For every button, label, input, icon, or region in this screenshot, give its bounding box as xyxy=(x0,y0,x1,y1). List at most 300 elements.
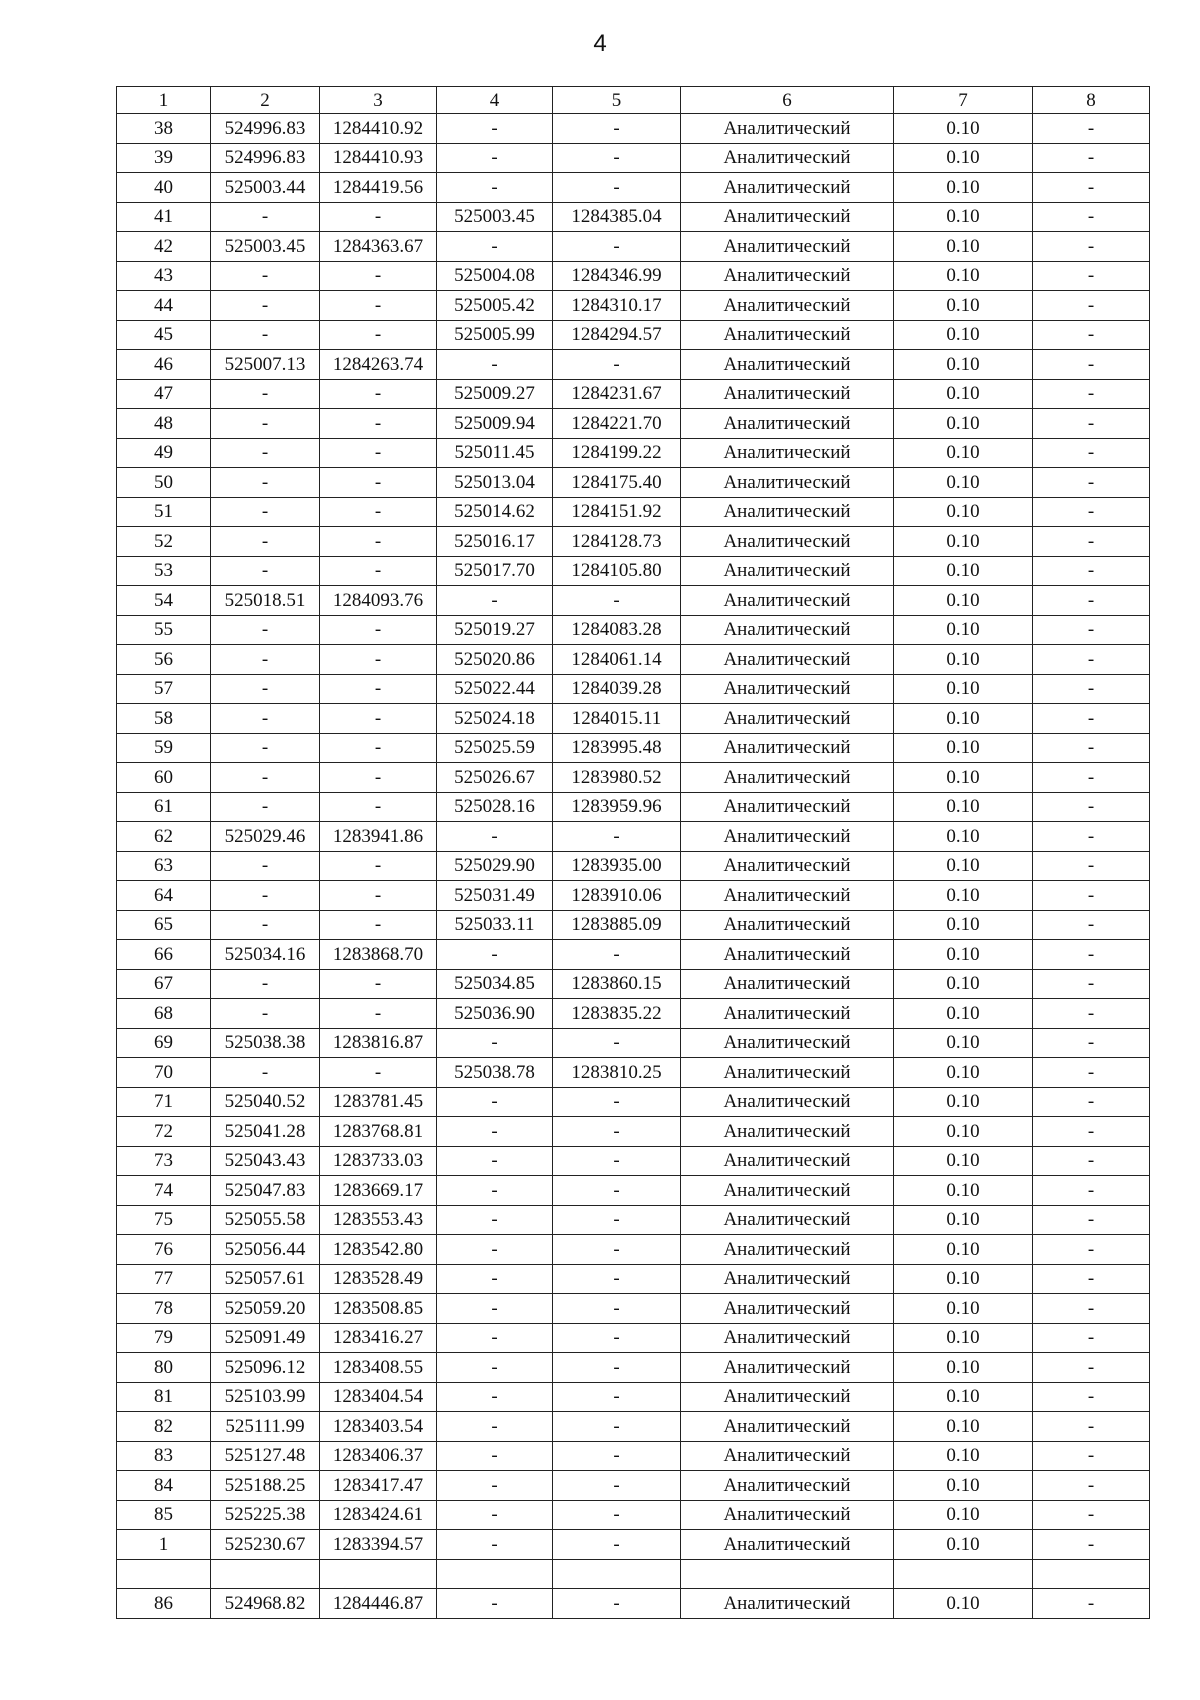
table-cell: - xyxy=(437,1294,553,1324)
table-cell: 0.10 xyxy=(894,674,1033,704)
table-cell: 525016.17 xyxy=(437,527,553,557)
table-row xyxy=(117,1028,1150,1058)
table-cell: 0.10 xyxy=(894,1323,1033,1353)
table-cell: Аналитический xyxy=(681,704,894,734)
table-cell: 72 xyxy=(117,1117,211,1147)
table-cell: - xyxy=(211,999,320,1029)
table-cell: 525009.27 xyxy=(437,379,553,409)
table-cell: 525047.83 xyxy=(211,1176,320,1206)
table-cell: Аналитический xyxy=(681,1471,894,1501)
table-cell: Аналитический xyxy=(681,320,894,350)
table-cell: 0.10 xyxy=(894,143,1033,173)
table-row xyxy=(117,1117,1150,1147)
table-cell: 1283417.47 xyxy=(320,1471,437,1501)
table-cell: Аналитический xyxy=(681,1500,894,1530)
table-cell: 0.10 xyxy=(894,1087,1033,1117)
table-row xyxy=(117,232,1150,262)
table-cell: 40 xyxy=(117,173,211,203)
table-cell: Аналитический xyxy=(681,969,894,999)
table-cell: - xyxy=(1033,1589,1150,1619)
table-cell: 1283781.45 xyxy=(320,1087,437,1117)
table-cell: Аналитический xyxy=(681,409,894,439)
table-cell: 525026.67 xyxy=(437,763,553,793)
table-cell: 525003.45 xyxy=(211,232,320,262)
table-cell: Аналитический xyxy=(681,379,894,409)
column-header: 5 xyxy=(553,87,681,114)
table-cell: - xyxy=(1033,202,1150,232)
table-cell: 77 xyxy=(117,1264,211,1294)
table-cell: - xyxy=(320,438,437,468)
table-row xyxy=(117,969,1150,999)
table-cell: Аналитический xyxy=(681,733,894,763)
table-cell: - xyxy=(211,320,320,350)
table-cell: Аналитический xyxy=(681,851,894,881)
table-cell: 525011.45 xyxy=(437,438,553,468)
table-cell: - xyxy=(320,527,437,557)
table-cell: 63 xyxy=(117,851,211,881)
table-cell: 67 xyxy=(117,969,211,999)
table-cell: 65 xyxy=(117,910,211,940)
table-row xyxy=(117,438,1150,468)
table-cell: Аналитический xyxy=(681,143,894,173)
table-cell: - xyxy=(553,1028,681,1058)
table-cell: - xyxy=(211,910,320,940)
table-cell: - xyxy=(437,143,553,173)
column-header: 1 xyxy=(117,87,211,114)
table-cell: 0.10 xyxy=(894,438,1033,468)
table-row xyxy=(117,1205,1150,1235)
table-cell: - xyxy=(437,1117,553,1147)
table-cell: - xyxy=(320,291,437,321)
table-cell: 48 xyxy=(117,409,211,439)
table-cell: - xyxy=(320,851,437,881)
table-row xyxy=(117,320,1150,350)
table-cell: Аналитический xyxy=(681,1176,894,1206)
table-row xyxy=(117,379,1150,409)
table-cell: 1284093.76 xyxy=(320,586,437,616)
table-cell: 1284446.87 xyxy=(320,1589,437,1619)
table-cell: 0.10 xyxy=(894,1353,1033,1383)
table-cell: - xyxy=(553,1264,681,1294)
table-cell: Аналитический xyxy=(681,527,894,557)
column-header: 8 xyxy=(1033,87,1150,114)
table-cell: - xyxy=(1033,1471,1150,1501)
table-cell: 1284105.80 xyxy=(553,556,681,586)
table-cell: Аналитический xyxy=(681,1294,894,1324)
table-cell: Аналитический xyxy=(681,1117,894,1147)
table-cell: - xyxy=(553,1117,681,1147)
table-cell: 1284310.17 xyxy=(553,291,681,321)
table-cell: 49 xyxy=(117,438,211,468)
table-cell: Аналитический xyxy=(681,202,894,232)
table-cell: 525003.45 xyxy=(437,202,553,232)
table-cell: 1283995.48 xyxy=(553,733,681,763)
table-cell: 81 xyxy=(117,1382,211,1412)
table-cell: 525034.16 xyxy=(211,940,320,970)
table-cell: - xyxy=(553,1235,681,1265)
table-cell: 1284385.04 xyxy=(553,202,681,232)
table-cell: - xyxy=(320,202,437,232)
table-cell: 525018.51 xyxy=(211,586,320,616)
table-cell: - xyxy=(1033,291,1150,321)
table-cell: 0.10 xyxy=(894,763,1033,793)
table-cell: Аналитический xyxy=(681,1382,894,1412)
table-cell: 525103.99 xyxy=(211,1382,320,1412)
table-row xyxy=(117,910,1150,940)
table-row xyxy=(117,1530,1150,1560)
table-cell: - xyxy=(553,1500,681,1530)
table-cell: - xyxy=(211,674,320,704)
table-cell: - xyxy=(1033,999,1150,1029)
table-cell: 1283816.87 xyxy=(320,1028,437,1058)
table-row xyxy=(117,615,1150,645)
table-cell: - xyxy=(320,910,437,940)
table-cell: - xyxy=(211,468,320,498)
table-cell: - xyxy=(553,1323,681,1353)
table-row xyxy=(117,291,1150,321)
table-cell: - xyxy=(320,704,437,734)
table-cell: 82 xyxy=(117,1412,211,1442)
table-cell: - xyxy=(437,1382,553,1412)
table-cell: Аналитический xyxy=(681,114,894,144)
table-row xyxy=(117,792,1150,822)
table-cell: - xyxy=(437,1176,553,1206)
table-row xyxy=(117,1589,1150,1619)
table-cell: Аналитический xyxy=(681,1235,894,1265)
table-cell: 83 xyxy=(117,1441,211,1471)
table-cell: 525059.20 xyxy=(211,1294,320,1324)
table-cell: 61 xyxy=(117,792,211,822)
table-cell: 1283508.85 xyxy=(320,1294,437,1324)
table-cell: - xyxy=(320,497,437,527)
table-cell: 55 xyxy=(117,615,211,645)
table-cell: 54 xyxy=(117,586,211,616)
table-cell: 0.10 xyxy=(894,792,1033,822)
table-cell: 1284346.99 xyxy=(553,261,681,291)
header-row xyxy=(117,87,1150,114)
table-cell: 525056.44 xyxy=(211,1235,320,1265)
table-cell: 525014.62 xyxy=(437,497,553,527)
table-cell: - xyxy=(437,1471,553,1501)
table-cell: - xyxy=(211,438,320,468)
table-cell: 0.10 xyxy=(894,350,1033,380)
table-cell: 525017.70 xyxy=(437,556,553,586)
table-cell: - xyxy=(553,1205,681,1235)
table-cell: - xyxy=(1033,320,1150,350)
table-cell: 525230.67 xyxy=(211,1530,320,1560)
table-cell: 53 xyxy=(117,556,211,586)
table-cell: 0.10 xyxy=(894,1441,1033,1471)
table-cell: - xyxy=(211,881,320,911)
table-row xyxy=(117,763,1150,793)
table-cell: Аналитический xyxy=(681,1353,894,1383)
table-cell xyxy=(1033,1559,1150,1589)
table-cell: 1283768.81 xyxy=(320,1117,437,1147)
table-cell: 1283404.54 xyxy=(320,1382,437,1412)
table-cell: 0.10 xyxy=(894,1028,1033,1058)
table-row xyxy=(117,350,1150,380)
table-cell: 59 xyxy=(117,733,211,763)
table-cell: 1284061.14 xyxy=(553,645,681,675)
table-cell: 43 xyxy=(117,261,211,291)
table-cell: Аналитический xyxy=(681,1087,894,1117)
table-cell: - xyxy=(211,615,320,645)
table-cell: 45 xyxy=(117,320,211,350)
table-cell: - xyxy=(1033,556,1150,586)
table-row xyxy=(117,1353,1150,1383)
table-cell: - xyxy=(553,1382,681,1412)
table-cell: 0.10 xyxy=(894,291,1033,321)
table-row xyxy=(117,1412,1150,1442)
table-cell: 73 xyxy=(117,1146,211,1176)
table-cell: 525004.08 xyxy=(437,261,553,291)
table-cell: Аналитический xyxy=(681,232,894,262)
table-cell: - xyxy=(437,1028,553,1058)
table-cell: 1284221.70 xyxy=(553,409,681,439)
table-cell: 0.10 xyxy=(894,261,1033,291)
table-cell: 60 xyxy=(117,763,211,793)
table-cell: 1284263.74 xyxy=(320,350,437,380)
table-cell: - xyxy=(1033,792,1150,822)
column-header: 7 xyxy=(894,87,1033,114)
table-cell: 0.10 xyxy=(894,940,1033,970)
table-cell: - xyxy=(1033,1264,1150,1294)
table-cell: - xyxy=(320,733,437,763)
table-cell: - xyxy=(211,497,320,527)
table-cell: Аналитический xyxy=(681,910,894,940)
table-cell: - xyxy=(1033,586,1150,616)
table-cell: 0.10 xyxy=(894,1176,1033,1206)
table-cell: 0.10 xyxy=(894,173,1033,203)
table-cell: 0.10 xyxy=(894,320,1033,350)
table-cell: - xyxy=(1033,409,1150,439)
table-cell: - xyxy=(437,1146,553,1176)
table-cell: 525040.52 xyxy=(211,1087,320,1117)
table-cell: Аналитический xyxy=(681,438,894,468)
table-cell: 41 xyxy=(117,202,211,232)
table-cell: 1284175.40 xyxy=(553,468,681,498)
table-cell: - xyxy=(1033,733,1150,763)
table-cell: Аналитический xyxy=(681,881,894,911)
table-cell: - xyxy=(211,763,320,793)
table-cell: 0.10 xyxy=(894,1205,1033,1235)
table-cell: - xyxy=(553,350,681,380)
table-cell: - xyxy=(1033,704,1150,734)
table-cell: 1284410.92 xyxy=(320,114,437,144)
table-cell: - xyxy=(1033,143,1150,173)
table-cell: 525043.43 xyxy=(211,1146,320,1176)
table-cell: 1283860.15 xyxy=(553,969,681,999)
table-cell: - xyxy=(320,379,437,409)
table-cell: 0.10 xyxy=(894,1235,1033,1265)
table-cell xyxy=(437,1559,553,1589)
table-cell: 1283868.70 xyxy=(320,940,437,970)
table-cell: - xyxy=(211,556,320,586)
table-cell: - xyxy=(1033,232,1150,262)
table-cell: - xyxy=(553,1294,681,1324)
table-cell: 1283885.09 xyxy=(553,910,681,940)
table-cell: - xyxy=(320,792,437,822)
table-row xyxy=(117,497,1150,527)
table-row xyxy=(117,202,1150,232)
table-cell: 0.10 xyxy=(894,733,1033,763)
table-cell: - xyxy=(437,1353,553,1383)
table-row xyxy=(117,173,1150,203)
table-cell: Аналитический xyxy=(681,556,894,586)
table-cell: - xyxy=(437,586,553,616)
table-cell: 69 xyxy=(117,1028,211,1058)
table-cell: 85 xyxy=(117,1500,211,1530)
table-cell: 76 xyxy=(117,1235,211,1265)
table-cell: 71 xyxy=(117,1087,211,1117)
table-row xyxy=(117,409,1150,439)
table-cell: - xyxy=(1033,1530,1150,1560)
table-cell: - xyxy=(211,202,320,232)
table-row xyxy=(117,674,1150,704)
table-row xyxy=(117,940,1150,970)
table-cell: 525041.28 xyxy=(211,1117,320,1147)
table-cell: - xyxy=(437,1323,553,1353)
table-cell: Аналитический xyxy=(681,822,894,852)
table-cell xyxy=(117,1559,211,1589)
table-cell: 525025.59 xyxy=(437,733,553,763)
table-cell: Аналитический xyxy=(681,468,894,498)
table-cell: - xyxy=(1033,1087,1150,1117)
coordinates-table xyxy=(116,86,1150,1619)
table-cell: Аналитический xyxy=(681,173,894,203)
table-cell: 1283406.37 xyxy=(320,1441,437,1471)
table-cell: 64 xyxy=(117,881,211,911)
table-cell: Аналитический xyxy=(681,1264,894,1294)
table-cell: - xyxy=(211,969,320,999)
table-cell: - xyxy=(1033,497,1150,527)
table-cell: - xyxy=(1033,1146,1150,1176)
table-row xyxy=(117,1176,1150,1206)
table-cell xyxy=(681,1559,894,1589)
table-cell: 0.10 xyxy=(894,969,1033,999)
table-cell: 525028.16 xyxy=(437,792,553,822)
table-cell: 68 xyxy=(117,999,211,1029)
table-cell: - xyxy=(437,173,553,203)
table-cell: 524996.83 xyxy=(211,143,320,173)
table-cell: 0.10 xyxy=(894,1058,1033,1088)
table-cell: Аналитический xyxy=(681,586,894,616)
table-cell: 525031.49 xyxy=(437,881,553,911)
table-cell: Аналитический xyxy=(681,763,894,793)
table-cell: - xyxy=(320,881,437,911)
table-cell: - xyxy=(320,615,437,645)
table-cell: - xyxy=(1033,1028,1150,1058)
table-row xyxy=(117,1500,1150,1530)
table-cell: 525033.11 xyxy=(437,910,553,940)
table-cell: - xyxy=(437,1530,553,1560)
table-cell: 0.10 xyxy=(894,1146,1033,1176)
table-cell: 525019.27 xyxy=(437,615,553,645)
table-cell: 1284039.28 xyxy=(553,674,681,704)
table-cell: - xyxy=(1033,910,1150,940)
table-cell: 0.10 xyxy=(894,615,1033,645)
table-cell: 1283542.80 xyxy=(320,1235,437,1265)
table-cell: 525225.38 xyxy=(211,1500,320,1530)
table-cell: - xyxy=(553,232,681,262)
table-cell: - xyxy=(1033,615,1150,645)
table-row xyxy=(117,1087,1150,1117)
table-cell: Аналитический xyxy=(681,261,894,291)
table-cell: - xyxy=(1033,851,1150,881)
table-row xyxy=(117,851,1150,881)
table-cell: - xyxy=(553,1441,681,1471)
table-cell: 0.10 xyxy=(894,497,1033,527)
table-cell: 1284151.92 xyxy=(553,497,681,527)
table-cell: 0.10 xyxy=(894,1294,1033,1324)
table-cell: 0.10 xyxy=(894,645,1033,675)
table-cell: 524996.83 xyxy=(211,114,320,144)
table-cell: 0.10 xyxy=(894,822,1033,852)
table-cell: 47 xyxy=(117,379,211,409)
table-row xyxy=(117,114,1150,144)
table-cell: - xyxy=(437,1087,553,1117)
table-cell: 1283553.43 xyxy=(320,1205,437,1235)
table-cell: Аналитический xyxy=(681,1205,894,1235)
table-cell: Аналитический xyxy=(681,1530,894,1560)
table-cell: Аналитический xyxy=(681,674,894,704)
table-cell: 0.10 xyxy=(894,1589,1033,1619)
table-cell: - xyxy=(320,1058,437,1088)
table-cell: Аналитический xyxy=(681,291,894,321)
table-cell: - xyxy=(211,851,320,881)
table-cell: - xyxy=(553,1087,681,1117)
table-cell: 0.10 xyxy=(894,556,1033,586)
table-cell: 58 xyxy=(117,704,211,734)
table-cell: - xyxy=(1033,940,1150,970)
table-cell: - xyxy=(211,409,320,439)
table-cell: 50 xyxy=(117,468,211,498)
table-row xyxy=(117,1235,1150,1265)
table-cell: 1283910.06 xyxy=(553,881,681,911)
table-cell: 1284128.73 xyxy=(553,527,681,557)
table-cell: - xyxy=(437,350,553,380)
table-cell: 84 xyxy=(117,1471,211,1501)
table-cell: 525111.99 xyxy=(211,1412,320,1442)
table-cell: - xyxy=(211,704,320,734)
table-cell: Аналитический xyxy=(681,1441,894,1471)
table-cell: - xyxy=(1033,438,1150,468)
table-cell: 524968.82 xyxy=(211,1589,320,1619)
table-cell: - xyxy=(437,1205,553,1235)
table-cell: 62 xyxy=(117,822,211,852)
table-row xyxy=(117,1441,1150,1471)
table-cell: - xyxy=(437,940,553,970)
table-cell: 1283810.25 xyxy=(553,1058,681,1088)
table-cell: 525034.85 xyxy=(437,969,553,999)
table-cell: - xyxy=(437,232,553,262)
table-cell: Аналитический xyxy=(681,497,894,527)
table-cell: 0.10 xyxy=(894,586,1033,616)
table-cell: - xyxy=(1033,468,1150,498)
table-row xyxy=(117,999,1150,1029)
table-cell xyxy=(320,1559,437,1589)
table-cell: - xyxy=(553,1589,681,1619)
table-cell: - xyxy=(320,645,437,675)
table-row xyxy=(117,704,1150,734)
table-cell: 51 xyxy=(117,497,211,527)
table-cell: Аналитический xyxy=(681,615,894,645)
table-cell: 0.10 xyxy=(894,1412,1033,1442)
table-cell: 66 xyxy=(117,940,211,970)
table-cell xyxy=(553,1559,681,1589)
table-cell: 0.10 xyxy=(894,851,1033,881)
table-cell: - xyxy=(211,527,320,557)
